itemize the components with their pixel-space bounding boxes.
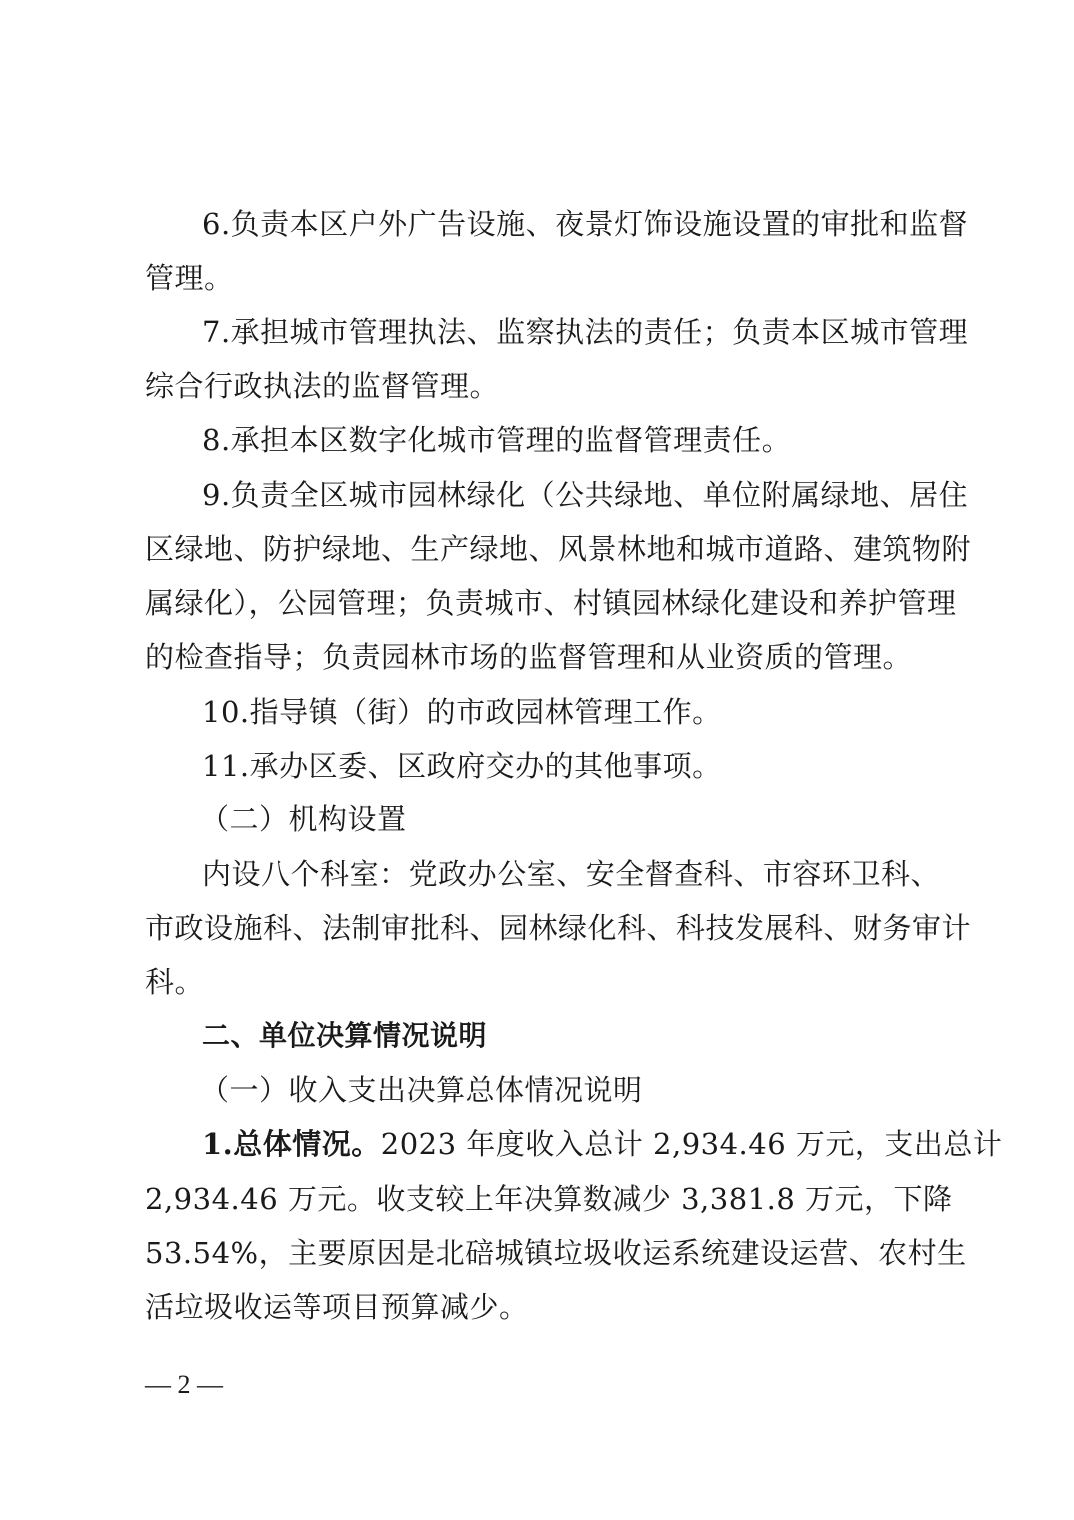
paragraph-item-9-line-2: 区绿地、防护绿地、生产绿地、风景林地和城市道路、建筑物附 <box>145 532 972 566</box>
paragraph-item-7-line-2: 综合行政执法的监督管理。 <box>145 369 500 403</box>
overall-label: 1.总体情况。 <box>202 1127 381 1161</box>
paragraph-overall-line-3: 53.54%，主要原因是北碚城镇垃圾收运系统建设运营、农村生 <box>145 1236 967 1270</box>
subheading-organization: （二）机构设置 <box>200 802 407 836</box>
paragraph-item-11: 11.承办区委、区政府交办的其他事项。 <box>202 749 722 783</box>
paragraph-item-6-line-2: 管理。 <box>145 261 234 295</box>
section-heading-final-accounts: 二、单位决算情况说明 <box>202 1019 488 1052</box>
paragraph-overall-line-1 <box>202 1127 1003 1161</box>
paragraph-item-7-line-1: 7.承担城市管理执法、监察执法的责任；负责本区城市管理 <box>202 315 969 349</box>
paragraph-overall-line-2: 2,934.46 万元。收支较上年决算数减少 3,381.8 万元，下降 <box>145 1182 953 1216</box>
paragraph-item-9-line-4: 的检查指导；负责园林市场的监督管理和从业资质的管理。 <box>145 640 913 674</box>
paragraph-departments-line-1: 内设八个科室：党政办公室、安全督查科、市容环卫科、 <box>202 857 940 891</box>
paragraph-departments-line-2: 市政设施科、法制审批科、园林绿化科、科技发展科、财务审计 <box>145 911 972 945</box>
subheading-income-expense: （一）收入支出决算总体情况说明 <box>200 1073 643 1107</box>
paragraph-item-9-line-3: 属绿化），公园管理；负责城市、村镇园林绿化建设和养护管理 <box>145 586 957 620</box>
paragraph-item-8: 8.承担本区数字化城市管理的监督管理责任。 <box>202 423 792 457</box>
paragraph-departments-line-3: 科。 <box>145 965 205 999</box>
paragraph-item-6-line-1: 6.负责本区户外广告设施、夜景灯饰设施设置的审批和监督 <box>202 207 969 241</box>
page-number: — 2 — <box>145 1370 223 1399</box>
paragraph-overall-line-4: 活垃圾收运等项目预算减少。 <box>145 1290 529 1324</box>
overall-text: 2023 年度收入总计 2,934.46 万元，支出总计 <box>380 1127 1003 1161</box>
paragraph-item-10: 10.指导镇（街）的市政园林管理工作。 <box>202 695 722 729</box>
paragraph-item-9-line-1: 9.负责全区城市园林绿化（公共绿地、单位附属绿地、居住 <box>202 478 969 512</box>
